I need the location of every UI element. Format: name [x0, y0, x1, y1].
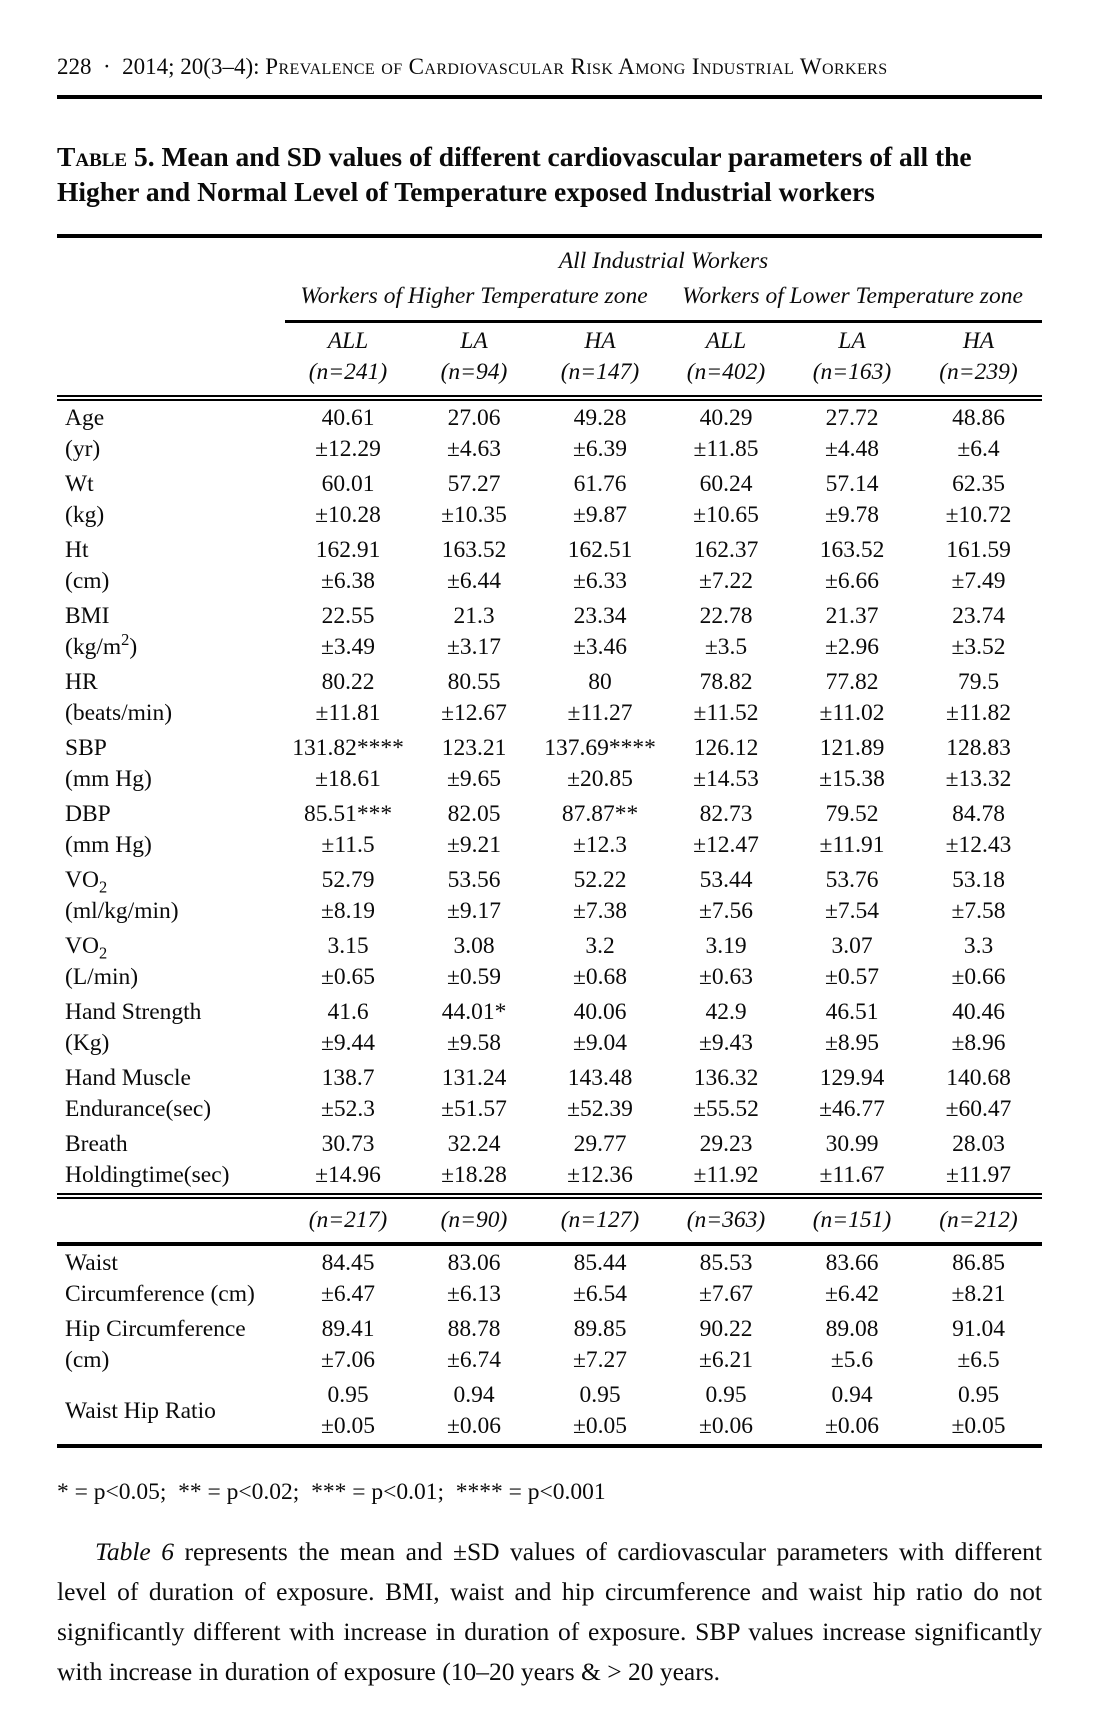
table-row	[57, 398, 1042, 467]
row-label: SBP (mm Hg)	[65, 735, 152, 792]
table-row	[57, 599, 1042, 665]
column-header: LA (n=94)	[411, 322, 537, 399]
table-title	[57, 139, 1042, 209]
data-cell: 29.23 ±11.92	[663, 1127, 789, 1196]
row-label: Hip Circumference (cm)	[65, 1316, 246, 1373]
table-row	[57, 1244, 1042, 1312]
data-cell: 30.73 ±14.96	[285, 1127, 411, 1196]
data-cell: 131.82**** ±18.61	[292, 735, 404, 792]
data-cell: 82.73 ±12.47	[693, 801, 759, 858]
data-cell: 84.78 ±12.43	[945, 801, 1012, 858]
data-cell: 21.3 ±3.17	[446, 603, 502, 660]
table-row	[57, 995, 1042, 1061]
empty-corner-cell	[57, 278, 285, 322]
data-cell: 88.78 ±6.74	[446, 1316, 502, 1373]
table-row	[57, 665, 1042, 731]
data-cell: 27.06 ±4.63	[446, 405, 502, 462]
row-label: Hand Muscle Endurance(sec)	[65, 1065, 212, 1122]
col-header-row	[57, 322, 1042, 399]
row-label: Ht (cm)	[65, 537, 110, 594]
data-cell: 60.01 ±10.28	[315, 471, 381, 528]
data-cell: 140.68 ±60.47	[945, 1065, 1012, 1122]
data-cell: 0.95 ±0.06	[698, 1382, 754, 1439]
subsample-count: (n=127)	[537, 1196, 663, 1244]
data-cell: 121.89 ±15.38	[819, 735, 885, 792]
data-cell: 128.83 ±13.32	[945, 735, 1012, 792]
data-cell: 40.29 ±11.85	[693, 405, 759, 462]
subsample-count: (n=151)	[789, 1196, 915, 1244]
subsample-count: (n=217)	[285, 1196, 411, 1244]
data-cell: 83.66 ±6.42	[824, 1250, 880, 1307]
column-header: ALL (n=402)	[663, 322, 789, 399]
data-cell: 52.22 ±7.38	[572, 867, 628, 924]
table-body	[57, 398, 1042, 1446]
parameters-table	[57, 234, 1042, 1448]
data-cell: 44.01* ±9.58	[441, 999, 507, 1056]
data-cell: 23.34 ±3.46	[572, 603, 628, 660]
data-cell: 40.06 ±9.04	[572, 999, 628, 1056]
row-label: BMI $(kg/m^2)$	[65, 603, 138, 660]
data-cell: 85.53 ±7.67	[698, 1250, 754, 1307]
table-row	[57, 797, 1042, 863]
data-cell: 129.94 ±46.77	[819, 1065, 885, 1122]
data-cell: 80 ±11.27	[567, 669, 633, 726]
row-label: $VO_2$ (L/min)	[65, 933, 139, 990]
data-cell: 143.48 ±52.39	[567, 1065, 633, 1122]
span-header: All Industrial Workers	[558, 248, 769, 274]
data-cell: 40.46 ±8.96	[951, 999, 1006, 1056]
data-cell: 29.77 ±12.36	[537, 1127, 663, 1196]
data-cell: 80.22 ±11.81	[315, 669, 381, 726]
data-cell: 86.85 ±8.21	[951, 1250, 1006, 1307]
subsample-count-row	[57, 1196, 1042, 1244]
data-cell: 77.82 ±11.02	[819, 669, 885, 726]
row-label: Wt (kg)	[65, 471, 105, 528]
running-header	[57, 54, 1042, 99]
row-label: HR (beats/min)	[65, 669, 173, 726]
data-cell: 30.99 ±11.67	[789, 1127, 915, 1196]
data-cell: 53.18 ±7.58	[951, 867, 1006, 924]
table6-reference: Table 6	[95, 1537, 174, 1566]
significance-footnote: * = p<0.05; ** = p<0.02; *** = p<0.01; **** = p<0.001	[57, 1479, 606, 1505]
data-cell: 162.91 ±6.38	[315, 537, 381, 594]
data-cell: 123.21 ±9.65	[441, 735, 507, 792]
column-header: HA (n=147)	[537, 322, 663, 399]
paragraph-text: represents the mean and ±SD values of cardiovascular parameters with different level of duration of exposure. BMI, waist and hip circumference and waist hip ratio do not significantly different with increase in duration of exposure. SBP values increase significantly with increase in duration of exposure (10–20 years & > 20 years.	[57, 1537, 1042, 1686]
table-number-label: Table	[57, 141, 128, 172]
data-cell: 131.24 ±51.57	[441, 1065, 507, 1122]
data-cell: 40.61 ±12.29	[315, 405, 381, 462]
data-cell: 85.44 ±6.54	[572, 1250, 628, 1307]
data-cell: 82.05 ±9.21	[446, 801, 502, 858]
data-cell: 3.07 ±0.57	[824, 933, 880, 990]
row-label	[57, 1196, 285, 1244]
data-cell: 80.55 ±12.67	[441, 669, 507, 726]
data-cell: 22.55 ±3.49	[320, 603, 376, 660]
data-cell: 62.35 ±10.72	[945, 471, 1012, 528]
data-cell: 83.06 ±6.13	[446, 1250, 502, 1307]
data-cell: 84.45 ±6.47	[320, 1250, 376, 1307]
subsample-count: (n=363)	[663, 1196, 789, 1244]
row-label: $VO_2$ (ml/kg/min)	[65, 867, 179, 924]
table-row	[57, 1378, 1042, 1446]
zone-header-row	[57, 278, 1042, 322]
data-cell: 162.37 ±7.22	[693, 537, 759, 594]
data-cell: 27.72 ±4.48	[824, 405, 880, 462]
data-cell: 78.82 ±11.52	[693, 669, 759, 726]
table-row	[57, 1061, 1042, 1127]
data-cell: 163.52 ±6.66	[819, 537, 885, 594]
table-row	[57, 929, 1042, 995]
data-cell: 161.59 ±7.49	[946, 537, 1011, 594]
data-cell: 91.04 ±6.5	[952, 1316, 1005, 1373]
data-cell: 90.22 ±6.21	[698, 1316, 754, 1373]
table-row	[57, 863, 1042, 929]
data-cell: 41.6 ±9.44	[320, 999, 376, 1056]
data-cell: 137.69**** ±20.85	[544, 735, 656, 792]
data-cell: 79.5 ±11.82	[946, 669, 1011, 726]
data-cell: 46.51 ±8.95	[824, 999, 880, 1056]
data-cell: 79.52 ±11.91	[819, 801, 885, 858]
data-cell: 49.28 ±6.39	[572, 405, 628, 462]
data-cell: 162.51 ±6.33	[567, 537, 633, 594]
data-cell: 52.79 ±8.19	[320, 867, 376, 924]
data-cell: 0.95 ±0.05	[320, 1382, 376, 1439]
data-cell: 3.19 ±0.63	[698, 933, 754, 990]
row-label: Waist Circumference (cm)	[65, 1250, 255, 1307]
column-header: ALL (n=241)	[285, 322, 411, 399]
row-label: DBP (mm Hg)	[65, 801, 152, 858]
empty-corner-cell	[57, 322, 285, 399]
data-cell: 42.9 ±9.43	[698, 999, 754, 1056]
data-cell: 138.7 ±52.3	[320, 1065, 376, 1122]
data-cell: 3.08 ±0.59	[446, 933, 502, 990]
header-issue-info: 228 · 2014; 20(3–4):	[57, 54, 266, 79]
data-cell: 53.56 ±9.17	[446, 867, 502, 924]
data-cell: 0.94 ±0.06	[446, 1382, 502, 1439]
data-cell: 126.12 ±14.53	[693, 735, 759, 792]
column-header: LA (n=163)	[789, 322, 915, 399]
data-cell: 53.44 ±7.56	[698, 867, 754, 924]
row-label: Waist Hip Ratio	[65, 1397, 216, 1424]
data-cell: 89.85 ±7.27	[572, 1316, 628, 1373]
span-header-row	[57, 236, 1042, 278]
row-label: Hand Strength (Kg)	[65, 999, 202, 1056]
data-cell: 0.95 ±0.05	[951, 1382, 1006, 1439]
table-row	[57, 533, 1042, 599]
data-cell: 89.41 ±7.06	[320, 1316, 376, 1373]
data-cell: 57.27 ±10.35	[441, 471, 507, 528]
data-cell: 3.3 ±0.66	[951, 933, 1006, 990]
data-cell: 89.08 ±5.6	[825, 1316, 879, 1373]
data-cell: 163.52 ±6.44	[441, 537, 507, 594]
header-article-title: Prevalence of Cardiovascular Risk Among Industrial Workers	[265, 54, 888, 79]
subsample-count: (n=212)	[915, 1196, 1042, 1244]
subsample-count: (n=90)	[411, 1196, 537, 1244]
row-label: Age (yr)	[65, 405, 105, 462]
table-row	[57, 467, 1042, 533]
table-row	[57, 731, 1042, 797]
data-cell: 48.86 ±6.4	[952, 405, 1005, 462]
empty-corner-cell	[57, 236, 285, 278]
data-cell: 22.78 ±3.5	[699, 603, 753, 660]
data-cell: 57.14 ±9.78	[824, 471, 880, 528]
higher-zone-header: Workers of Higher Temperature zone	[285, 278, 663, 322]
table-row	[57, 1127, 1042, 1196]
table-title-text: 5. Mean and SD values of different cardiovascular parameters of all the Higher and Normal Level of Temperature exposed Industrial workers	[57, 141, 972, 207]
data-cell: 21.37 ±2.96	[824, 603, 880, 660]
data-cell: 3.2 ±0.68	[572, 933, 628, 990]
lower-zone-header: Workers of Lower Temperature zone	[663, 278, 1042, 322]
data-cell: 3.15 ±0.65	[320, 933, 376, 990]
row-label: Breath Holdingtime(sec)	[57, 1127, 285, 1196]
data-cell: 61.76 ±9.87	[572, 471, 628, 528]
data-cell: 85.51*** ±11.5	[303, 801, 393, 858]
data-cell: 60.24 ±10.65	[693, 471, 759, 528]
data-cell: 0.94 ±0.06	[824, 1382, 880, 1439]
data-cell: 0.95 ±0.05	[572, 1382, 628, 1439]
table-row	[57, 1312, 1042, 1378]
data-cell: 32.24 ±18.28	[411, 1127, 537, 1196]
data-cell: 28.03 ±11.97	[915, 1127, 1042, 1196]
data-cell: 136.32 ±55.52	[693, 1065, 759, 1122]
body-paragraph	[57, 1532, 1042, 1692]
data-cell: 23.74 ±3.52	[951, 603, 1006, 660]
data-cell: 53.76 ±7.54	[824, 867, 880, 924]
column-header: HA (n=239)	[915, 322, 1042, 399]
data-cell: 87.87** ±12.3	[561, 801, 639, 858]
